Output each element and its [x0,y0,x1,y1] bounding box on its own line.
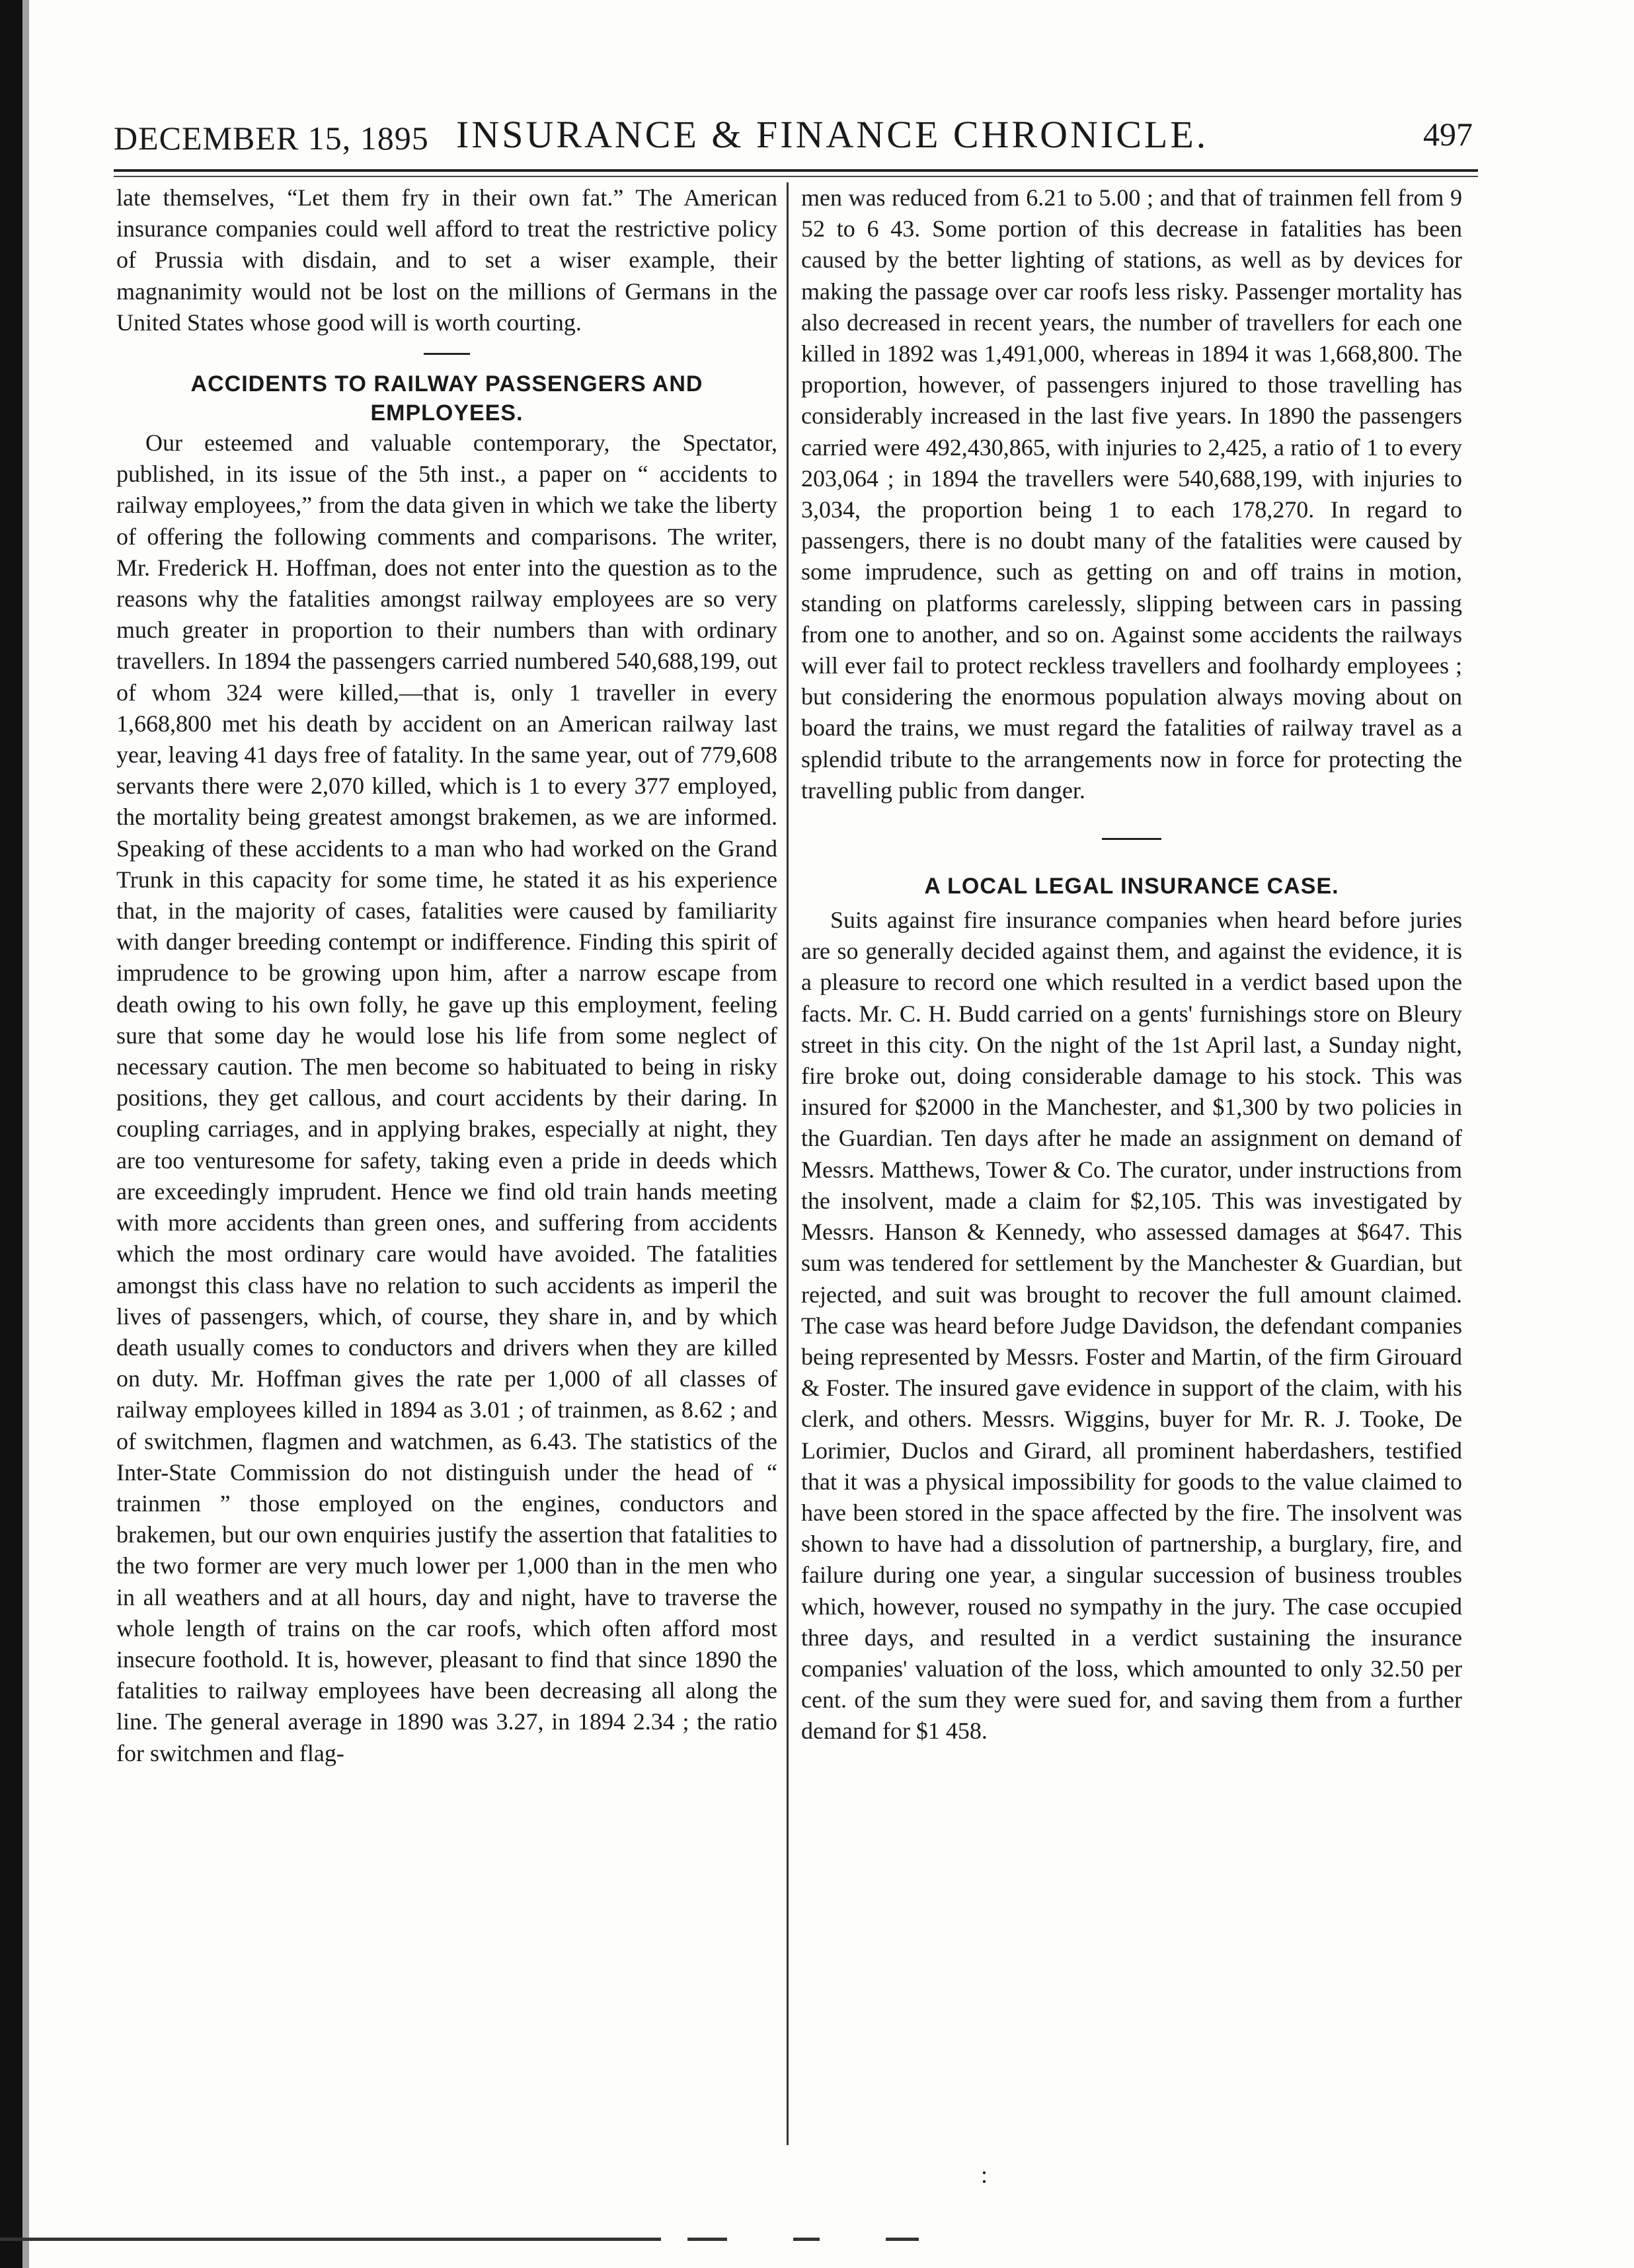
article-body-railway: Our esteemed and valuable contemporary, the Spectator, published, in its issue of the 5th inst., a paper on “ accidents to railway employees,” from the data given in which we take the liberty of offering the following comments and comparisons. The writer, Mr. Frederick H. Hoffman, does not enter into the question as to the reasons why the fatalities amongst railway employees are so very much greater in proportion to their numbers than with ordinary travellers. In 1894 the passengers carried numbered 540,688,199, out of whom 324 were killed,—that is, only 1 traveller in every 1,668,800 met his death by accident on an American railway last year, leaving 41 days free of fatality. In the same year, out of 779,608 servants there were 2,070 killed, which is 1 to every 377 employed, the mortality being greatest amongst brakemen, as we are informed. Speaking of these accidents to a man who had worked on the Grand Trunk in this capacity for some time, he stated it as his experience that, in the majority of cases, fatalities were caused by familiarity with danger breeding contempt or indifference. Finding this spirit of imprudence to be growing upon him, after a narrow escape from death owing to his own folly, he gave up this employment, feeling sure that some day he would lose his life from some neglect of necessary caution. The men become so habituated to being in risky positions, they get callous, and court accidents by their daring. In coupling carriages, and in applying brakes, especially at night, they are too venturesome for safety, taking even a pride in deeds which are exceedingly imprudent. Hence we find old train hands meeting with more accidents than green ones, and suffering from accidents which the most ordinary care would have avoided. The fatalities amongst this class have no relation to such accidents as imperil the lives of passengers, which, of course, they share in, and by which death usually comes to conductors and drivers when they are killed on duty. Mr. Hoffman gives the rate per 1,000 of all classes of railway employees killed in 1894 as 3.01 ; of trainmen, as 8.62 ; and of switchmen, flagmen and watchmen, as 6.43. The statistics of the Inter-State Commission do not distinguish under the head of “ trainmen ” those employed on the engines, conductors and brakemen, but our own enquiries justify the assertion that fatalities to the two former are very much lower per 1,000 than in the men who in all weathers and at all hours, day and night, have to traverse the whole length of trains on the car roofs, which often afford most insecure foothold. It is, however, pleasant to find that since 1890 the fatalities to railway employees have been decreasing all along the line. The general average in 1890 was 3.27, in 1894 2.34 ; the ratio for switchmen and flag- [116,430,777,1766]
masthead-rule-thin [114,176,1478,177]
article-heading-legal-case: A LOCAL LEGAL INSURANCE CASE. [924,874,1339,899]
column-divider [787,182,789,2145]
binding-shadow [22,0,29,2268]
continued-paragraph: late themselves, “Let them fry in their own fat.” The American insurance companies could well afford to treat the restrictive policy of Prussia with disdain, and to set a wiser example, their magnanimity would not be lost on the millions of Germans in the United States whose good will is worth courting. [116,184,777,336]
bottom-edge-smudge [0,2238,1634,2247]
continued-paragraph-railway: men was reduced from 6.21 to 5.00 ; and that of trainmen fell from 9 52 to 6 43. Some portion of this decrease in fatalities has been caused by the better lighting of stations, as well as by devices for making the passage over car roofs less risky. Passenger mortality has also decreased in recent years, the number of travellers for each one killed in 1892 was 1,491,000, whereas in 1894 it was 1,668,800. The proportion, however, of passengers injured to those travelling has considerably increased in the last five years. In 1890 the passengers carried were 492,430,865, with injuries to 2,425, a ratio of 1 to every 203,064 ; in 1894 the travellers were 540,688,199, with injuries to 3,034, the proportion being 1 to each 178,270. In regard to passengers, there is no doubt many of the fatalities were caused by some imprudence, such as getting on and off trains in motion, standing on platforms carelessly, slipping between cars in passing from one to another, and so on. Against some accidents the railways will ever fail to protect reckless travellers and foolhardy employees ; but considering the enormous population always moving about on board the trains, we must regard the fatalities of railway travel as a splendid tribute to the arrangements now in force for protecting the travelling public from danger. [801,184,1462,804]
left-column [116,182,777,2191]
article-heading-railway: ACCIDENTS TO RAILWAY PASSENGERS AND EMPLOYEES. [190,371,703,426]
page-number: 497 [1423,116,1473,153]
right-column [801,182,1462,2191]
masthead [114,112,1473,165]
article-body-legal-case: Suits against fire insurance companies when heard before juries are so generally decided against them, and against the evidence, it is a pleasure to record one which resulted in a verdict based upon the facts. Mr. C. H. Budd carried on a gents' furnishings store on Bleury street in this city. On the night of the 1st April last, a Sunday night, fire broke out, doing considerable damage to his stock. This was insured for $2000 in the Manchester, and $1,300 by two policies in the Guardian. Ten days after he made an assignment on demand of Messrs. Matthews, Tower & Co. The curator, under instructions from the insolvent, made a claim for $2,105. This was investigated by Messrs. Hanson & Kennedy, who assessed damages at $647. This sum was tendered for settlement by the Manchester & Guardian, but rejected, and suit was brought to recover the full amount claimed. The case was heard before Judge Davidson, the defendant companies being represented by Messrs. Foster and Martin, of the firm Girouard & Foster. The insured gave evidence in support of the claim, with his clerk, and others. Messrs. Wiggins, buyer for Mr. R. J. Tooke, De Lorimier, Duclos and Girard, all prominent haberdashers, testified that it was a physical impossibility for goods to the value claimed to have been stored in the space affected by the fire. The insolvent was shown to have had a dissolution of partnership, a burglary, fire, and failure during one year, a singular succession of business troubles which, however, roused no sympathy in the jury. The case occupied three days, and resulted in a verdict sustaining the insurance companies' valuation of the loss, which amounted to only 32.50 per cent. of the sum they were sued for, and saving them from a further demand for $1 458. [801,907,1462,1745]
publication-title: INSURANCE & FINANCE CHRONICLE. [456,113,1209,156]
printer-mark: : [981,2162,988,2188]
binding-edge [0,0,22,2268]
issue-date: DECEMBER 15, 1895 [114,120,429,157]
masthead-rule-thick [114,169,1478,172]
